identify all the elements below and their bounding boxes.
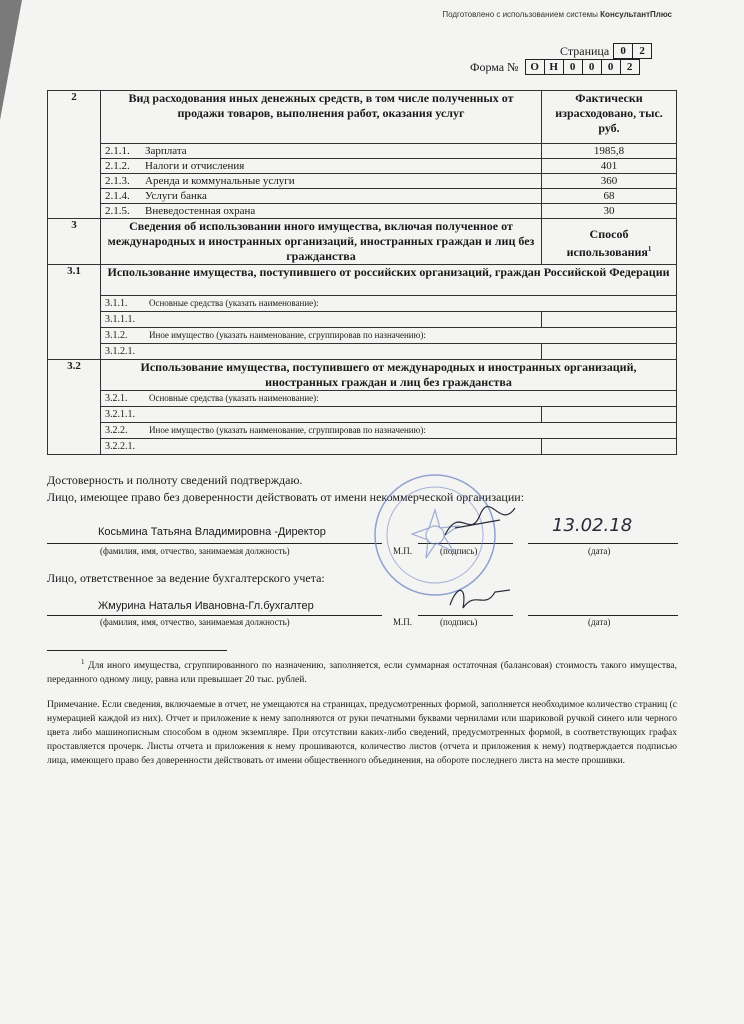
row-code: 2.1.2. [105, 160, 130, 172]
accountant-sign-line [418, 615, 513, 616]
caption-date: (дата) [588, 617, 611, 627]
form-cell: 0 [564, 59, 583, 75]
table-row [48, 144, 677, 159]
footnote-divider [47, 650, 227, 651]
row-value: 360 [542, 174, 677, 189]
director-intro: Лицо, имеющее право без доверенности действовать от имени некоммерческой организации: [47, 490, 525, 504]
table-row [48, 439, 677, 455]
section-title: Вид расходования иных денежных средств, в том числе полученных от продажи товаров, выполнения работ, оказания услуг [101, 91, 542, 144]
table-row [48, 204, 677, 219]
accountant-signature [445, 580, 515, 615]
row-code: 3.2.1. [105, 393, 128, 404]
table-row [48, 174, 677, 189]
section-title: Сведения об использовании иного имущества, включая полученное от международных и иностранных организаций, иностранных граждан и лиц без гражданства [101, 219, 542, 265]
section-title: Использование имущества, поступившего от российских организаций, граждан Российской Федерации [101, 265, 677, 296]
value-column-header: Способ использования [566, 227, 648, 259]
row-value [542, 344, 677, 360]
director-name-line [47, 543, 382, 544]
row-value: 30 [542, 204, 677, 219]
caption-sign: (подпись) [440, 617, 478, 627]
header-note-text: Подготовлено с использованием системы [442, 10, 598, 19]
director-signature [440, 500, 520, 545]
table-row [48, 189, 677, 204]
row-code: 3.2.1.1. [105, 409, 135, 420]
director-date: 13.02.18 [552, 515, 633, 536]
report-table [47, 90, 677, 455]
row-label: Услуги банка [145, 190, 207, 202]
row-code: 2.1.1. [105, 145, 130, 157]
section-3-2-header [48, 360, 677, 391]
note-paragraph: Примечание. Если сведения, включаемые в отчет, не умещаются на страницах, предусмотренных формой, заполняется необходимое количество страниц (с нумерацией каждой из них). Отчет и приложение к нему заполняются от руки печатными буквами чернилами или шариковой ручкой синего или черного цвета либо машинописным способом в одном экземпляре. При отсутствии каких-либо сведений, предусмотренных формой, в соответствующих графах проставляется прочерк. Листы отчета и приложения к нему прошиваются, количество листов (отчета и приложения к нему) подтверждается подписью лица, имеющего право без доверенности действовать от имени общественного объединения, на обороте последнего листа на месте прошивки. [47, 700, 677, 766]
section-2-header [48, 91, 677, 144]
row-label: Вневедостенная охрана [145, 205, 256, 217]
table-row [48, 159, 677, 174]
row-code: 3.1.2.1. [105, 346, 135, 357]
footnote [47, 655, 677, 687]
row-value [542, 439, 677, 455]
page-digit: 2 [633, 43, 652, 59]
row-value [542, 407, 677, 423]
row-label: Иное имущество (указать наименование, сгруппировав по назначению): [149, 425, 426, 435]
accountant-name-line [47, 615, 382, 616]
section-3-1-header [48, 265, 677, 296]
section-3-header [48, 219, 677, 265]
confirmation-text: Достоверность и полноту сведений подтверждаю. [47, 473, 303, 487]
table-row [48, 407, 677, 423]
row-label: Основные средства (указать наименование): [149, 393, 319, 403]
caption-sign: (подпись) [440, 546, 478, 556]
caption-date: (дата) [588, 546, 611, 556]
page-label: Страница [560, 43, 610, 58]
row-code: 3.2.2. [105, 425, 128, 436]
form-cell: Н [545, 59, 564, 75]
row-label: Зарплата [145, 145, 187, 157]
footnote-mark: 1 [81, 658, 85, 666]
section-title: Использование имущества, поступившего от международных и иностранных организаций, иностранных граждан и лиц без гражданства [101, 360, 677, 391]
form-label: Форма № [470, 59, 519, 74]
header-note [442, 10, 672, 19]
row-code: 3.1.2. [105, 330, 128, 341]
accountant-date-line [528, 615, 678, 616]
form-cell: О [525, 59, 545, 75]
value-column-header: Фактически израсходовано, тыс. руб. [542, 91, 677, 144]
form-cell: 0 [583, 59, 602, 75]
caption-name: (фамилия, имя, отчество, занимаемая должность) [100, 617, 290, 627]
row-value: 68 [542, 189, 677, 204]
page-number [560, 43, 652, 59]
row-value [542, 312, 677, 328]
section-number: 3 [48, 219, 101, 265]
table-row [48, 312, 677, 328]
section-number: 3.2 [48, 360, 101, 455]
row-code: 3.1.1. [105, 298, 128, 309]
form-cell: 0 [602, 59, 621, 75]
row-label: Налоги и отчисления [145, 160, 245, 172]
row-label: Иное имущество (указать наименование, сгруппировав по назначению): [149, 330, 426, 340]
director-name: Косьмина Татьяна Владимировна -Директор [98, 526, 326, 538]
table-row [48, 391, 677, 407]
table-row [48, 328, 677, 344]
row-code: 3.1.1.1. [105, 314, 135, 325]
accountant-intro: Лицо, ответственное за ведение бухгалтерского учета: [47, 571, 325, 585]
row-code: 2.1.4. [105, 190, 130, 202]
row-value: 1985,8 [542, 144, 677, 159]
section-number: 3.1 [48, 265, 101, 360]
row-code: 2.1.3. [105, 175, 130, 187]
form-number [470, 59, 640, 75]
page-digit: 0 [613, 43, 633, 59]
table-row [48, 296, 677, 312]
footnote-mark: 1 [647, 245, 652, 253]
section-number: 2 [48, 91, 101, 219]
table-row [48, 344, 677, 360]
row-value: 401 [542, 159, 677, 174]
caption-name: (фамилия, имя, отчество, занимаемая должность) [100, 546, 290, 556]
caption-mp: М.П. [393, 617, 413, 627]
accountant-name: Жмурина Наталья Ивановна-Гл.бухгалтер [98, 600, 314, 612]
header-brand: КонсультантПлюс [600, 10, 672, 19]
row-label: Основные средства (указать наименование): [149, 298, 319, 308]
row-code: 2.1.5. [105, 205, 130, 217]
footnote-text: Для иного имущества, сгруппированного по назначению, заполняется, если суммарная остаточная (балансовая) стоимость такого имущества, переданного одному лицу, равна или превышает 20 тыс. рублей. [47, 661, 677, 686]
table-row [48, 423, 677, 439]
row-code: 3.2.2.1. [105, 441, 135, 452]
form-cell: 2 [621, 59, 640, 75]
director-date-line [528, 543, 678, 544]
caption-mp: М.П. [393, 546, 413, 556]
row-label: Аренда и коммунальные услуги [145, 175, 295, 187]
